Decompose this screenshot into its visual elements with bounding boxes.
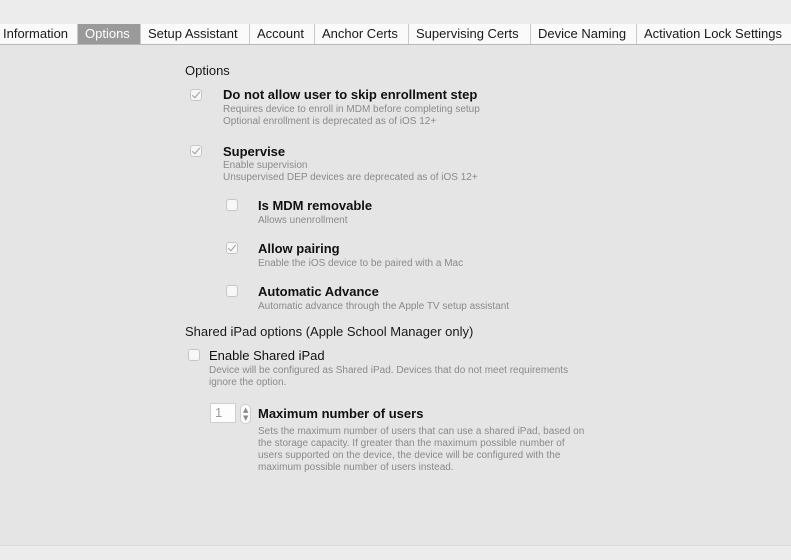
allow-pairing-checkbox[interactable] xyxy=(226,242,238,254)
skip-enrollment-desc-2: Optional enrollment is deprecated as of iOS 12+ xyxy=(223,116,437,127)
chevron-up-icon[interactable]: ▲ xyxy=(243,406,249,414)
auto-advance-label: Automatic Advance xyxy=(258,284,379,299)
mdm-removable-label: Is MDM removable xyxy=(258,198,373,213)
allow-pairing-label: Allow pairing xyxy=(258,241,340,256)
supervise-label: Supervise xyxy=(223,144,286,159)
auto-advance-desc: Automatic advance through the Apple TV setup assistant xyxy=(258,301,510,312)
options-section-title: Options xyxy=(185,63,230,78)
enable-shared-ipad-desc-2: ignore the option. xyxy=(209,377,287,388)
skip-enrollment-desc-1: Requires device to enroll in MDM before completing setup xyxy=(223,104,480,115)
enable-shared-ipad-desc-1: Device will be configured as Shared iPad. Devices that do not meet requirements xyxy=(209,365,569,376)
shared-ipad-section-title: Shared iPad options (Apple School Manager only) xyxy=(185,324,474,339)
tab-anchor-certs[interactable]: Anchor Certs xyxy=(315,24,409,44)
tab-options[interactable]: Options xyxy=(78,24,141,44)
auto-advance-checkbox[interactable] xyxy=(226,285,238,297)
enable-shared-ipad-checkbox[interactable] xyxy=(188,349,200,361)
max-users-desc-1: Sets the maximum number of users that can use a shared iPad, based on xyxy=(258,426,585,437)
supervise-desc-1: Enable supervision xyxy=(223,160,308,171)
max-users-input[interactable]: 1 xyxy=(210,403,236,423)
tab-bar xyxy=(0,24,791,45)
tab-device-naming[interactable]: Device Naming xyxy=(531,24,637,44)
max-users-desc-4: maximum possible number of users instead. xyxy=(258,462,454,473)
tab-account[interactable]: Account xyxy=(250,24,315,44)
tab-setup-assistant[interactable]: Setup Assistant xyxy=(141,24,250,44)
options-panel xyxy=(0,45,791,545)
mdm-removable-desc: Allows unenrollment xyxy=(258,215,348,226)
skip-enrollment-checkbox[interactable] xyxy=(190,89,202,101)
tab-activation-lock-settings[interactable]: Activation Lock Settings xyxy=(644,26,783,41)
supervise-checkbox[interactable] xyxy=(190,145,202,157)
allow-pairing-desc: Enable the iOS device to be paired with a Mac xyxy=(258,258,464,269)
tab-supervising-certs[interactable]: Supervising Certs xyxy=(409,24,531,44)
checkmark-icon xyxy=(192,90,200,99)
max-users-desc-3: users supported on the device, the device will be configured with the xyxy=(258,450,561,461)
tab-information[interactable]: Information xyxy=(0,24,78,44)
checkmark-icon xyxy=(228,243,236,252)
checkmark-icon xyxy=(192,146,200,155)
supervise-desc-2: Unsupervised DEP devices are deprecated as of iOS 12+ xyxy=(223,172,478,183)
window-bottom-strip xyxy=(0,545,791,560)
chevron-down-icon[interactable]: ▼ xyxy=(243,414,249,422)
max-users-label: Maximum number of users xyxy=(258,406,424,421)
enable-shared-ipad-label: Enable Shared iPad xyxy=(209,348,325,363)
max-users-stepper[interactable] xyxy=(240,404,251,424)
mdm-removable-checkbox[interactable] xyxy=(226,199,238,211)
skip-enrollment-label: Do not allow user to skip enrollment step xyxy=(223,87,478,102)
window-top-strip xyxy=(0,0,791,24)
max-users-desc-2: the storage capacity. If greater than the maximum possible number of xyxy=(258,438,565,449)
